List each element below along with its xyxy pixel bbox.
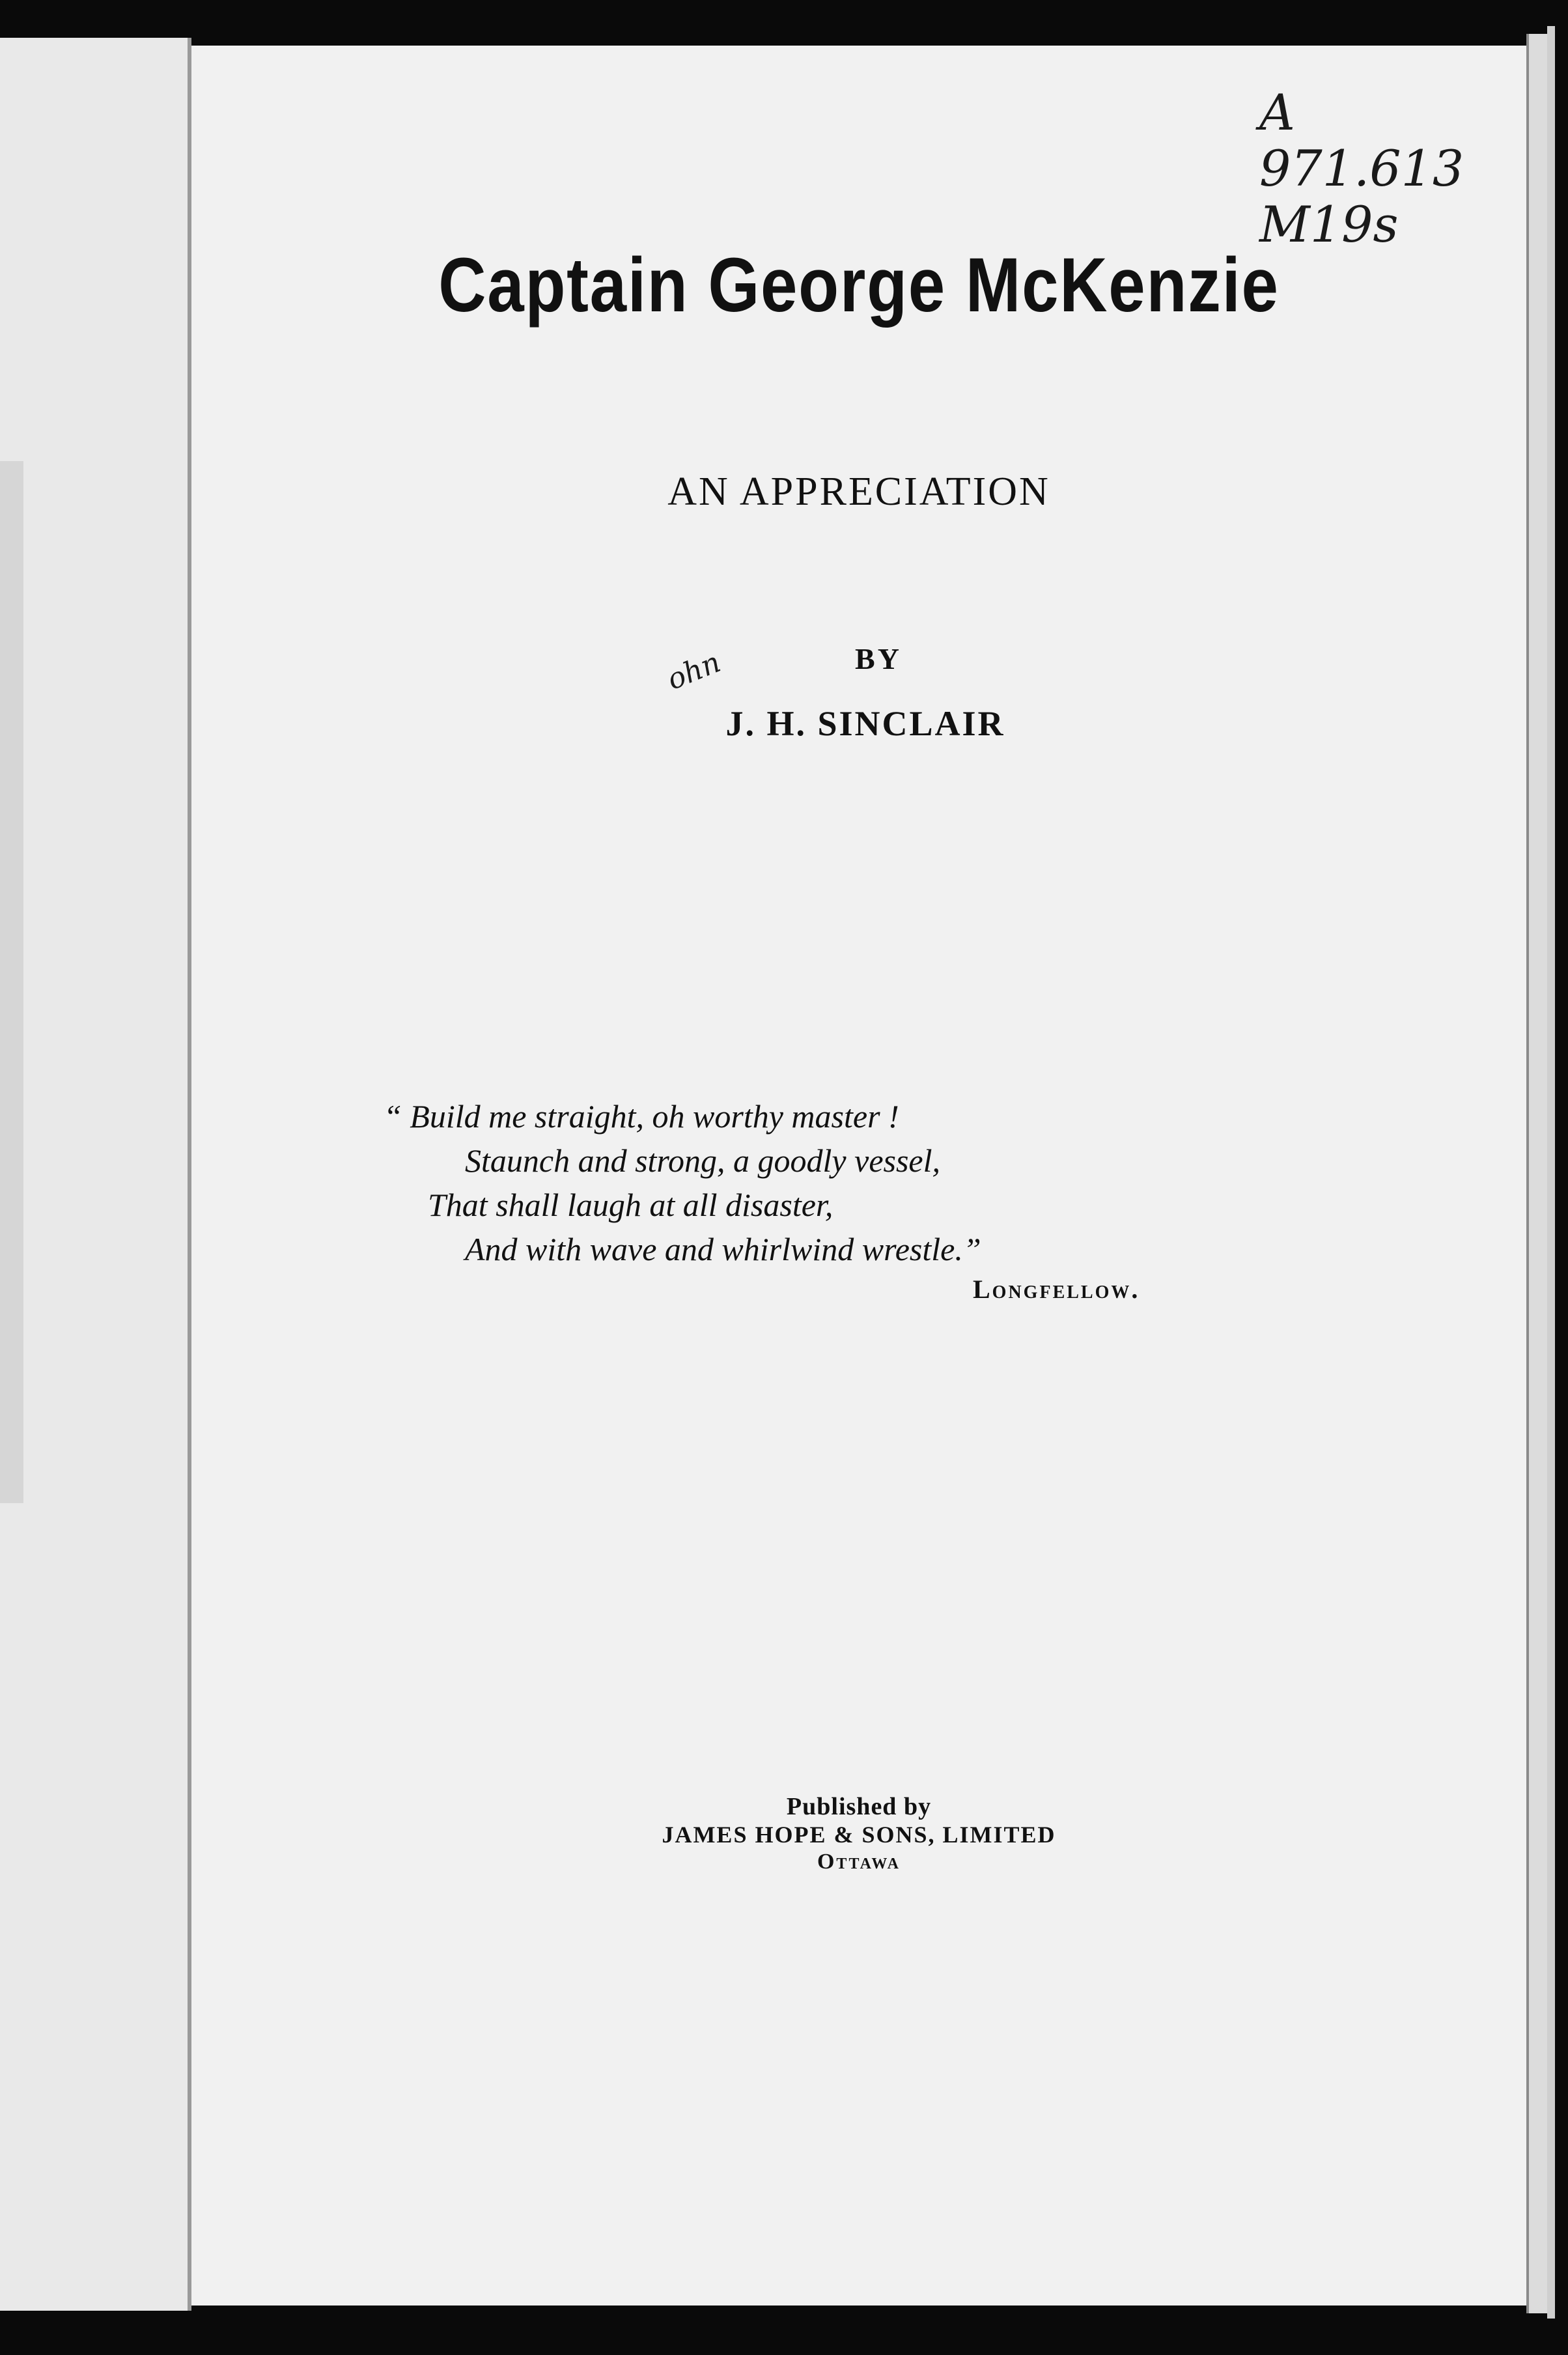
book-subtitle: AN APPRECIATION (667, 470, 1050, 514)
epigraph-attribution: Longfellow. (973, 1275, 1140, 1304)
handwritten-call-number: A 971.613 M19s (1259, 83, 1464, 253)
byline-by: BY (855, 642, 902, 675)
epigraph (384, 1094, 1230, 1271)
epigraph-line: “ Build me straight, oh worthy master ! (384, 1098, 899, 1135)
title-page (191, 46, 1526, 2306)
book-title: Captain George McKenzie (438, 242, 1280, 328)
author-name: J. H. SINCLAIR (725, 704, 1005, 743)
epigraph-line: Staunch and strong, a goodly vessel, (465, 1142, 941, 1179)
imprint-publisher: JAMES HOPE & SONS, LIMITED (662, 1822, 1056, 1848)
imprint-city: Ottawa (817, 1850, 901, 1874)
flap-edge (0, 461, 23, 1503)
epigraph-line: That shall laugh at all disaster, (428, 1187, 833, 1223)
endpaper-flap (0, 38, 191, 2311)
page-edge-outer (1547, 26, 1555, 2319)
handwritten-insert: ohn (662, 645, 725, 697)
page-edge (1526, 34, 1550, 2313)
imprint-label: Published by (786, 1793, 932, 1820)
epigraph-line: And with wave and whirlwind wrestle.” (465, 1231, 981, 1267)
